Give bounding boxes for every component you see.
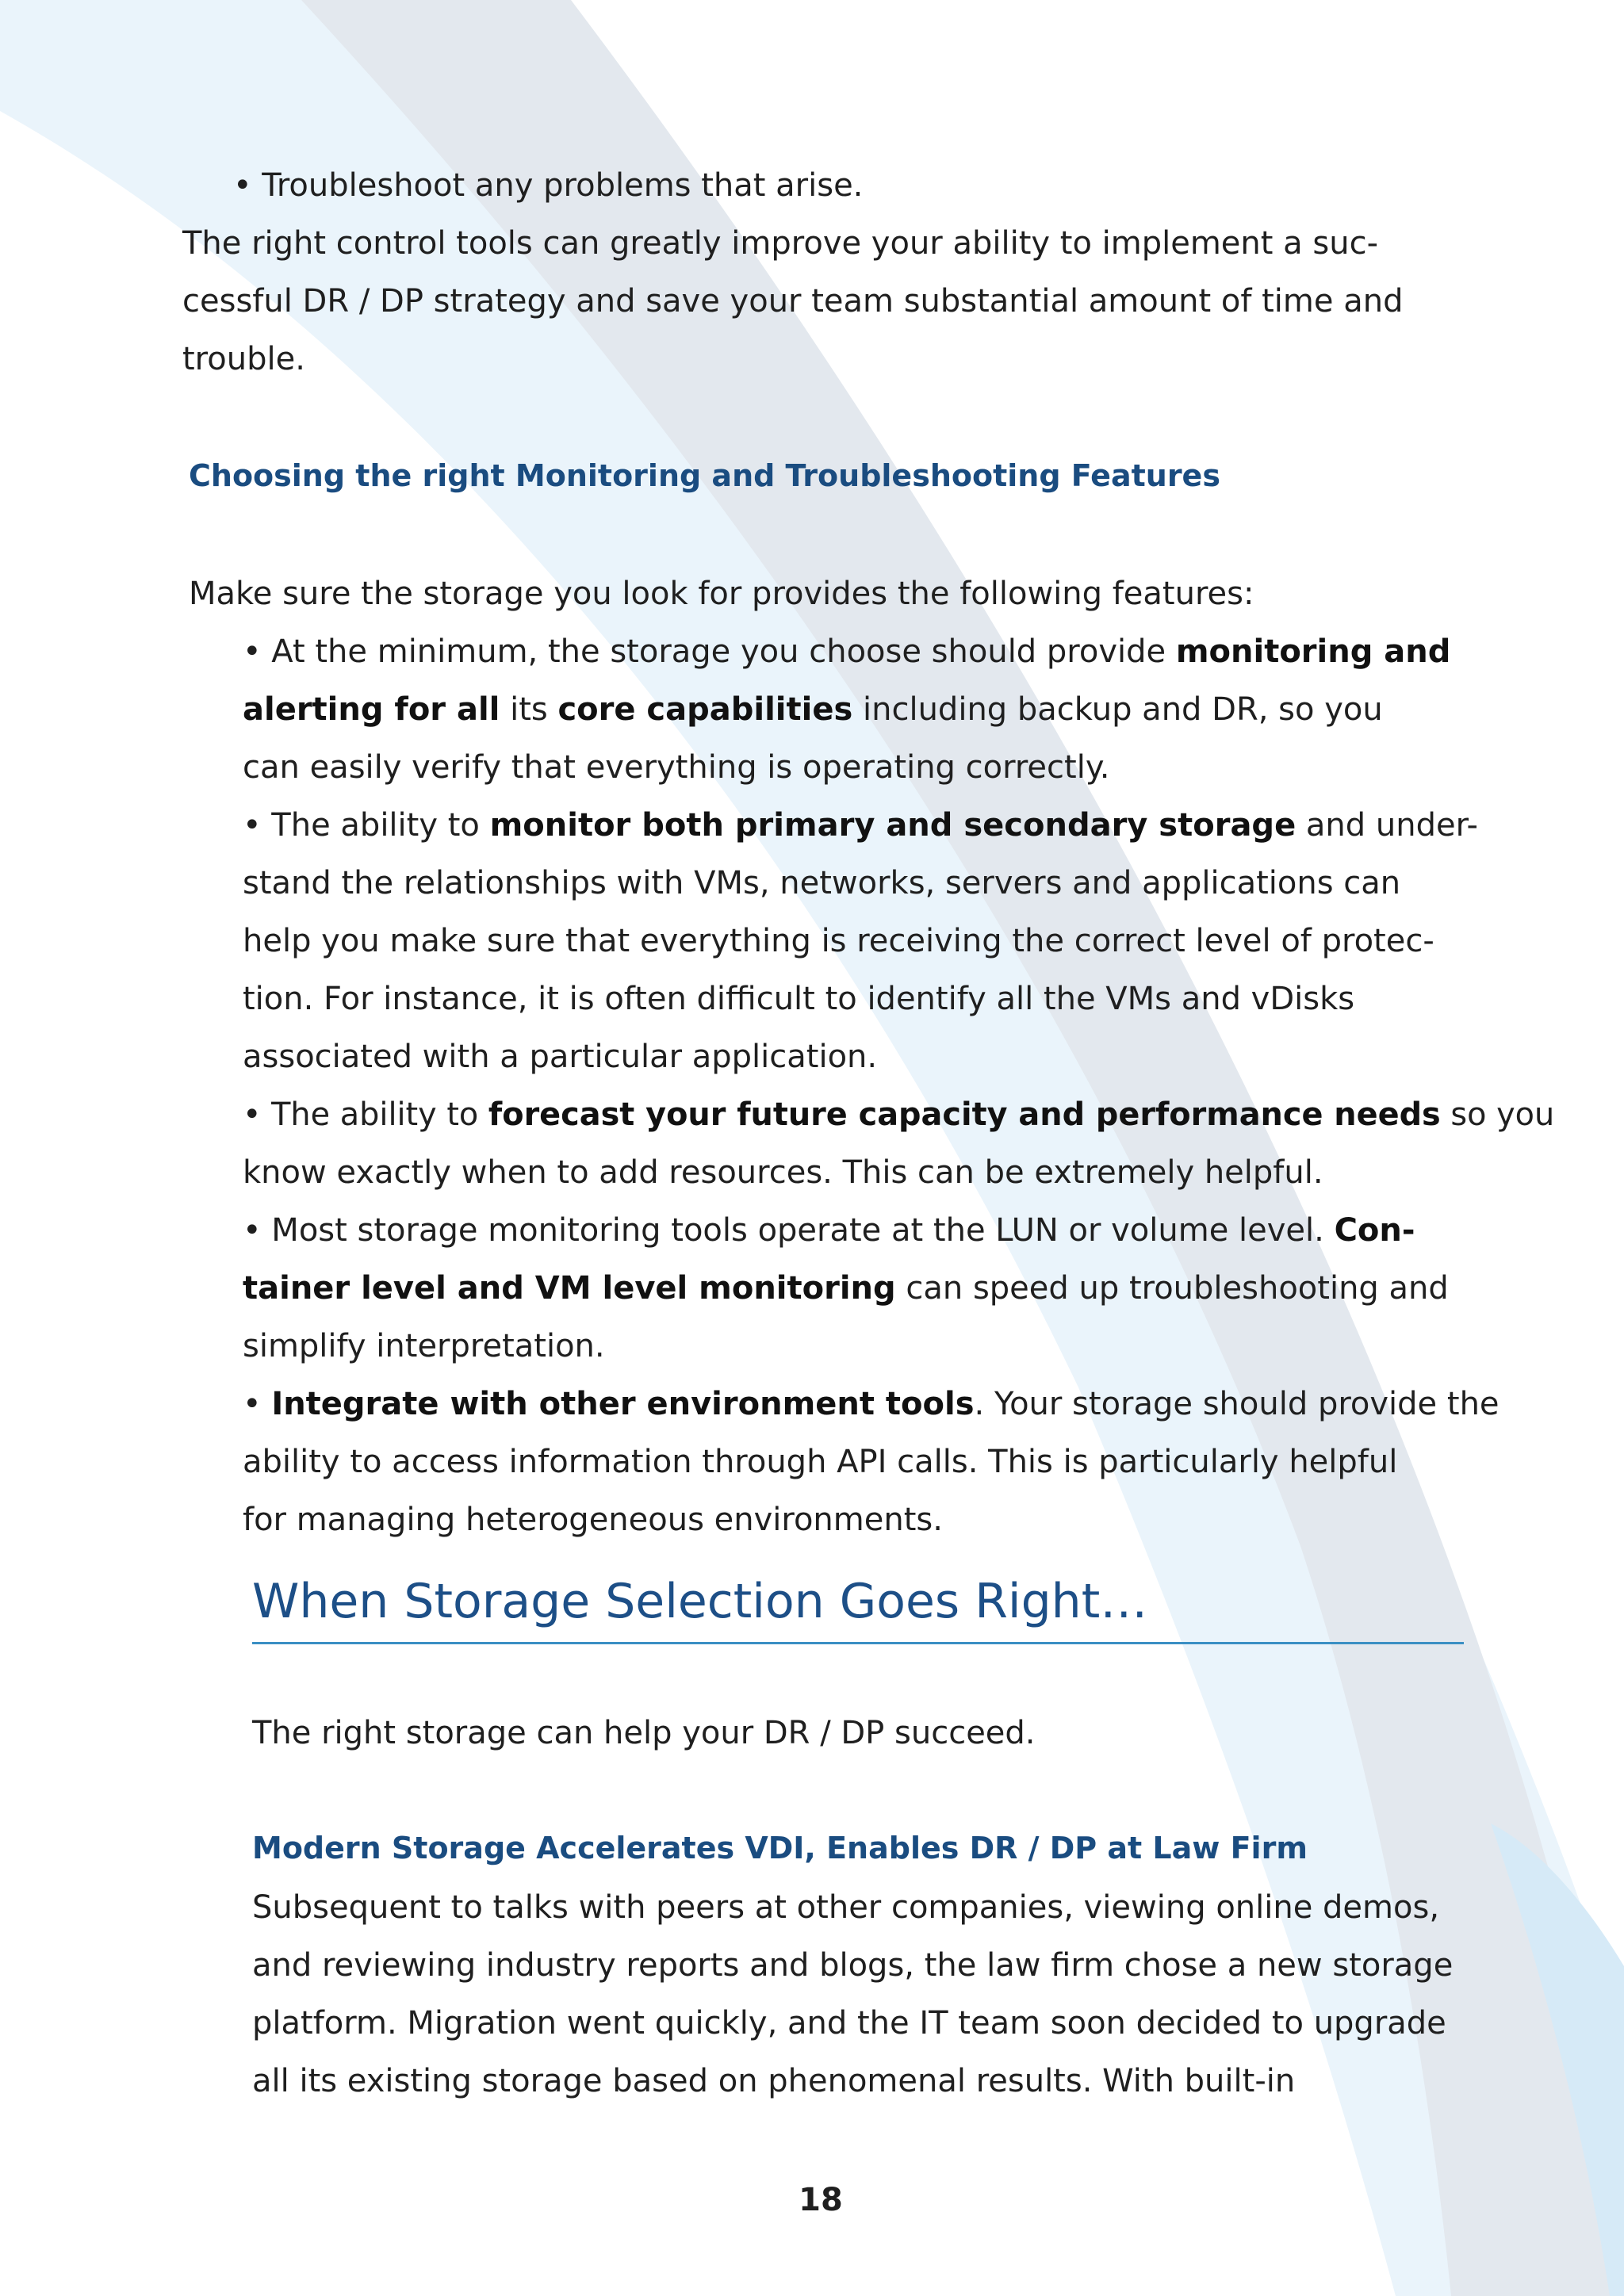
feature-bullet-line: can easily verify that everything is operating correctly.: [243, 749, 1110, 786]
section-heading: When Storage Selection Goes Right…: [252, 1574, 1148, 1629]
feature-bullet-line: associated with a particular application.: [243, 1039, 878, 1075]
feature-bullet-line: • Most storage monitoring tools operate at the LUN or volume level. Con-: [243, 1212, 1415, 1249]
intro-paragraph-line: The right control tools can greatly improve your ability to implement a suc-: [182, 225, 1379, 262]
monitoring-intro: Make sure the storage you look for provides the following features:: [189, 576, 1254, 612]
case-study-line: Subsequent to talks with peers at other companies, viewing online demos,: [252, 1889, 1440, 1926]
section-intro: The right storage can help your DR / DP succeed.: [252, 1715, 1036, 1751]
feature-bullet-line: • Integrate with other environment tools. Your storage should provide the: [243, 1386, 1500, 1422]
feature-bullet-line: help you make sure that everything is receiving the correct level of protec-: [243, 923, 1434, 959]
monitoring-subheading: Choosing the right Monitoring and Troubleshooting Features: [189, 458, 1220, 493]
case-study-line: all its existing storage based on phenomenal results. With built-in: [252, 2063, 1296, 2099]
feature-bullet-line: alerting for all its core capabilities including backup and DR, so you: [243, 691, 1383, 728]
intro-paragraph-line: cessful DR / DP strategy and save your team substantial amount of time and: [182, 283, 1404, 320]
feature-bullet-line: for managing heterogeneous environments.: [243, 1502, 943, 1538]
feature-bullet-line: • The ability to monitor both primary and secondary storage and under-: [243, 807, 1478, 844]
feature-bullet-line: know exactly when to add resources. This can be extremely helpful.: [243, 1154, 1323, 1191]
feature-bullet-line: ability to access information through API calls. This is particularly helpful: [243, 1444, 1398, 1480]
intro-paragraph-line: trouble.: [182, 341, 305, 377]
feature-bullet-line: • At the minimum, the storage you choose should provide monitoring and: [243, 633, 1451, 670]
case-study-line: platform. Migration went quickly, and the IT team soon decided to upgrade: [252, 2005, 1446, 2042]
bullet-troubleshoot: • Troubleshoot any problems that arise.: [233, 167, 864, 204]
feature-bullet-line: simplify interpretation.: [243, 1328, 605, 1364]
feature-bullet-line: tion. For instance, it is often difficult to identify all the VMs and vDisks: [243, 981, 1355, 1017]
feature-bullet-line: tainer level and VM level monitoring can speed up troubleshooting and: [243, 1270, 1449, 1307]
page-number: 18: [799, 2182, 843, 2218]
feature-bullet-line: • The ability to forecast your future capacity and performance needs so you: [243, 1096, 1555, 1133]
section-heading-rule: [252, 1642, 1464, 1644]
case-study-line: and reviewing industry reports and blogs, the law firm chose a new storage: [252, 1947, 1454, 1984]
case-study-subheading: Modern Storage Accelerates VDI, Enables DR / DP at Law Firm: [252, 1831, 1308, 1866]
feature-bullet-line: stand the relationships with VMs, networks, servers and applications can: [243, 865, 1401, 901]
